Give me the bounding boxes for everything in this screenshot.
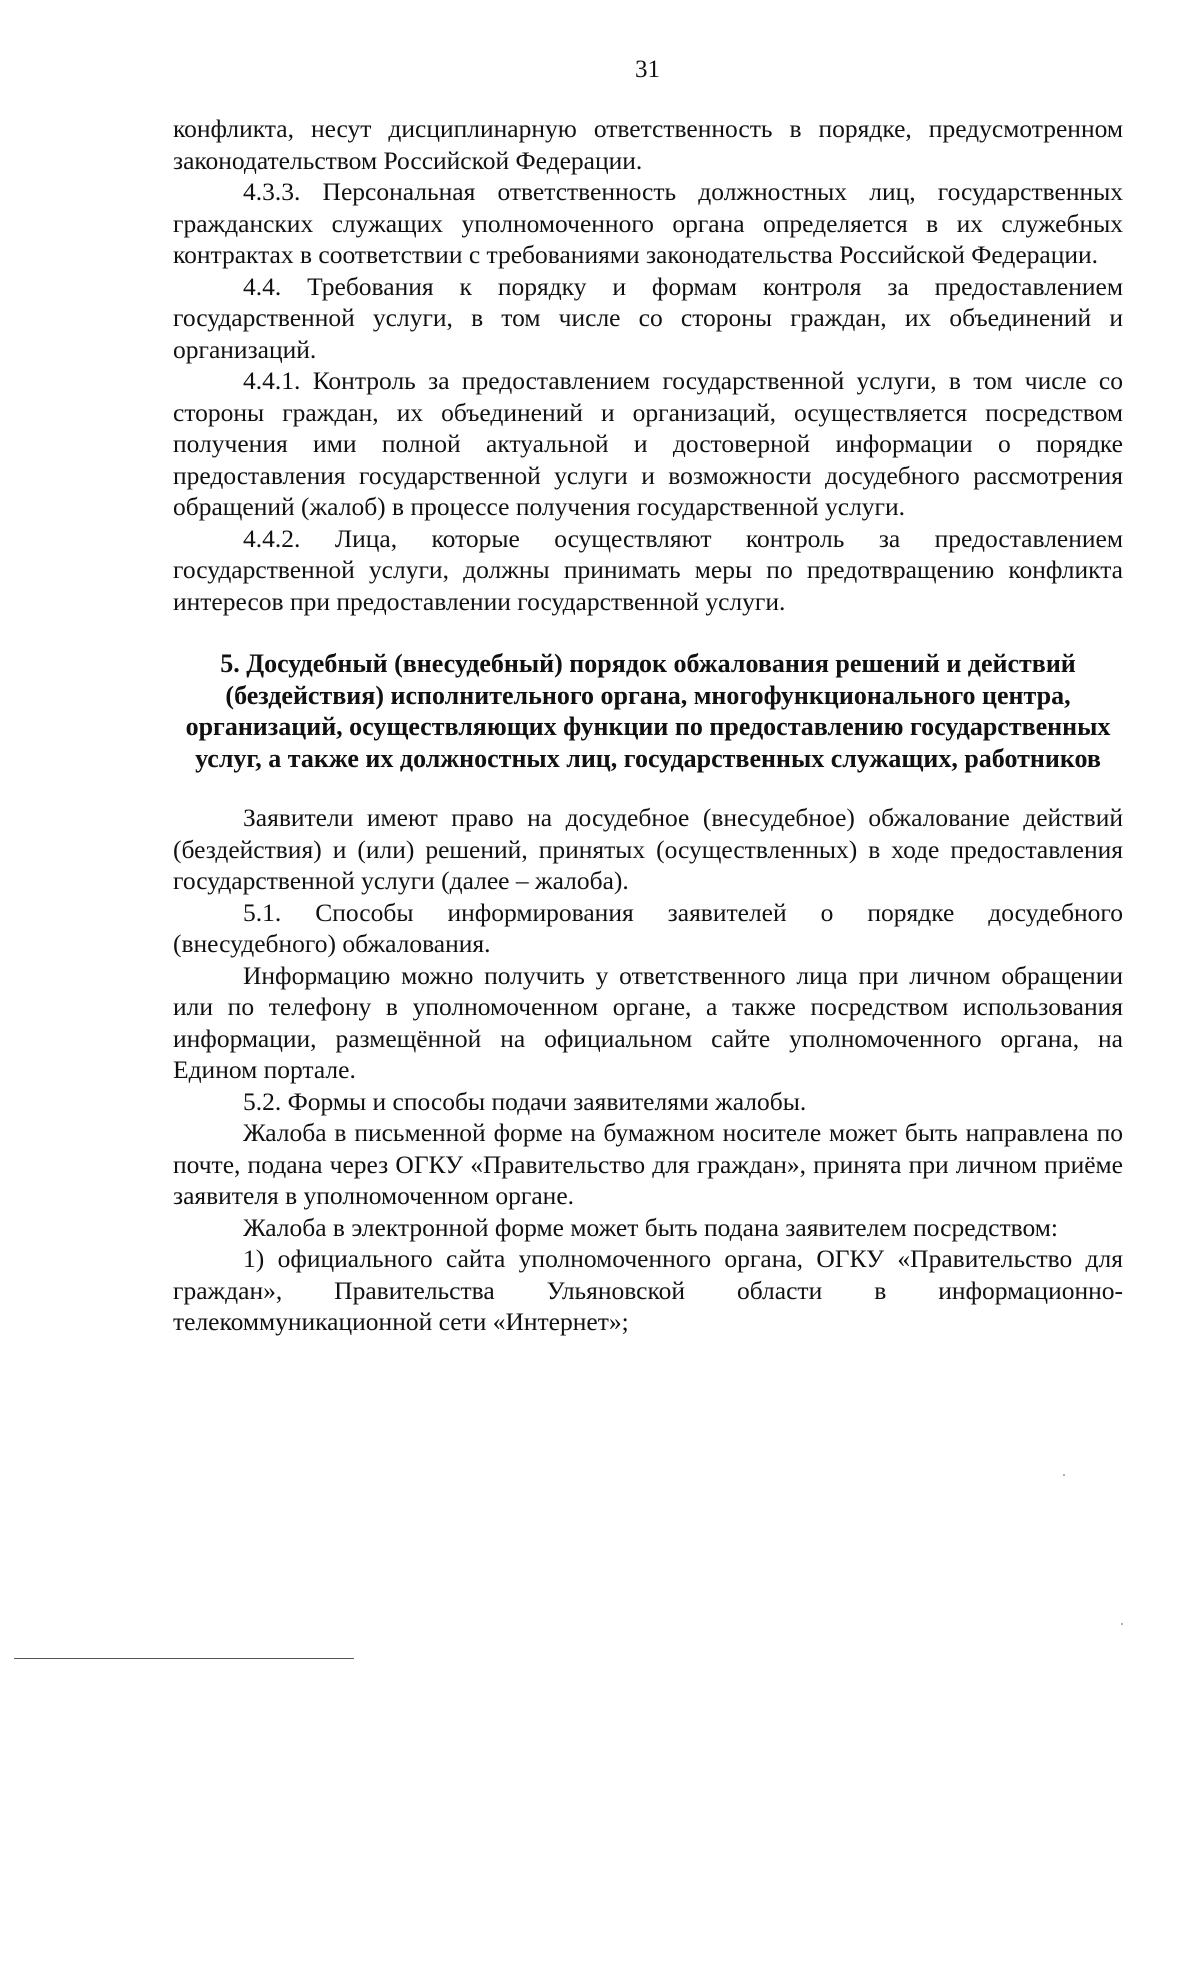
scan-artifact	[1121, 1623, 1123, 1625]
scan-artifact	[1063, 1474, 1065, 1476]
paragraph: 5.1. Способы информирования заявителей о порядке досудебного (внесудебного) обжалования.	[173, 897, 1123, 958]
paragraph: Информацию можно получить у ответственного лица при личном обращении или по телефону в уполномоченном органе, а также посредством использования информации, размещённой на официальном сайте уполномоченного органа, на Едином портале.	[173, 960, 1123, 1084]
paragraph: 4.3.3. Персональная ответственность должностных лиц, государственных гражданских служащих уполномоченного органа определяется в их служебных контрактах в соответствии с требованиями законодательства Российской Федерации.	[173, 177, 1123, 269]
paragraphs-after-heading	[173, 802, 1123, 1338]
paragraph: 4.4.2. Лица, которые осуществляют контроль за предоставлением государственной услуги, должны принимать меры по предотвращению конфликта интересов при предоставлении государственной услуги.	[173, 523, 1123, 616]
paragraphs-before-heading	[173, 113, 1123, 617]
paragraph: Жалоба в электронной форме может быть подана заявителем посредством:	[243, 1212, 1058, 1242]
document-body	[173, 113, 1123, 1338]
spacer	[173, 617, 1123, 648]
paragraph: 5.2. Формы и способы подачи заявителями жалобы.	[243, 1086, 807, 1116]
paragraph: 4.4.1. Контроль за предоставлением государственной услуги, в том числе со стороны граждан, их объединений и организаций, осуществляется посредством получения ими полной актуальной и достоверной информации о порядке предоставления государственной услуги и возможности досудебного рассмотрения обращений (жалоб) в процессе получения государственной услуги.	[173, 366, 1123, 521]
section-heading: 5. Досудебный (внесудебный) порядок обжалования решений и действий (бездействия) исполнительного органа, многофункционального центра, организаций, осуществляющих функции по предоставлению государственных услуг, а также их должностных лиц, государственных служащих, работников	[185, 649, 1111, 773]
paragraph: 4.4. Требования к порядку и формам контроля за предоставлением государственной услуги, в том числе со стороны граждан, их объединений и организаций.	[173, 271, 1123, 364]
paragraph: Заявители имеют право на досудебное (внесудебное) обжалование действий (бездействия) и (или) решений, принятых (осуществленных) в ходе предоставления государственной услуги (далее – жалоба).	[173, 803, 1123, 895]
paragraph: Жалоба в письменной форме на бумажном носителе может быть направлена по почте, подана через ОГКУ «Правительство для граждан», принята при личном приёме заявителя в уполномоченном органе.	[173, 1118, 1123, 1210]
spacer	[173, 774, 1123, 802]
footnote-separator-line	[14, 1658, 354, 1659]
paragraph: конфликта, несут дисциплинарную ответственность в порядке, предусмотренном законодательством Российской Федерации.	[173, 114, 1123, 175]
paragraph: 1) официального сайта уполномоченного органа, ОГКУ «Правительство для граждан», Правительства Ульяновской области в информационно-телекоммуникационной сети «Интернет»;	[173, 1244, 1123, 1336]
page-number: 31	[635, 56, 660, 83]
